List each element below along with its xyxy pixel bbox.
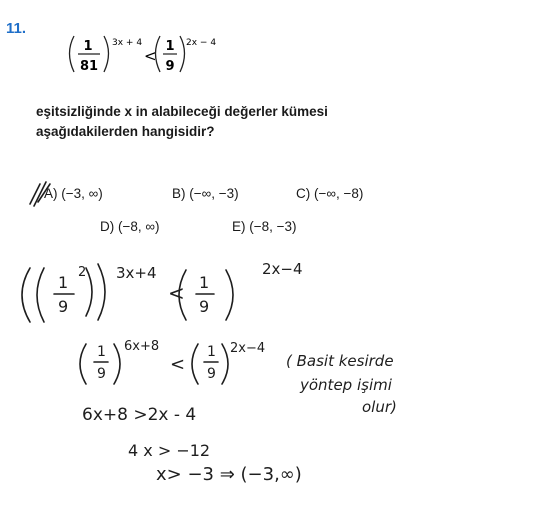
hw-step1: 6x+8 >2x - 4 bbox=[82, 405, 197, 425]
hw-line2-exp2: 2x−4 bbox=[230, 341, 266, 356]
question-number: 11. bbox=[6, 20, 27, 37]
hw-step3: x> −3 ⇒ (−3,∞) bbox=[156, 464, 302, 485]
frac1-exponent: 3x + 4 bbox=[112, 38, 143, 48]
option-e[interactable]: E) (−8, −3) bbox=[232, 219, 297, 234]
question-line-1: eşitsizliğinde x in alabileceği değerler kümesi bbox=[36, 104, 328, 119]
hw-line1-exp1: 2 bbox=[78, 265, 87, 280]
hw-line1-exp3: 2x−4 bbox=[262, 260, 303, 278]
frac2-numerator: 1 bbox=[165, 39, 175, 54]
option-c[interactable]: C) (−∞, −8) bbox=[296, 186, 364, 201]
hw-frac-num-1: 1 bbox=[58, 273, 69, 292]
option-b[interactable]: B) (−∞, −3) bbox=[172, 186, 239, 201]
frac2-denominator: 9 bbox=[165, 59, 175, 74]
frac1-denominator: 81 bbox=[79, 59, 99, 74]
answer-check-mark bbox=[30, 182, 50, 206]
hw-line2-frac-den-2: 9 bbox=[207, 366, 216, 382]
hw-frac-den-2: 9 bbox=[199, 297, 210, 316]
hw-frac-num-2: 1 bbox=[199, 273, 210, 292]
hw-line2-frac-num-2: 1 bbox=[207, 344, 216, 360]
hw-note-line3: olur) bbox=[362, 398, 397, 416]
frac2-exponent: 2x − 4 bbox=[186, 38, 217, 48]
hw-line2-frac-num-1: 1 bbox=[97, 344, 106, 360]
hw-note-line2: yöntep işimi bbox=[300, 376, 392, 394]
option-d[interactable]: D) (−8, ∞) bbox=[100, 219, 160, 234]
hw-line1-rel: < bbox=[168, 281, 185, 305]
hw-frac-den-1: 9 bbox=[58, 297, 69, 316]
hw-note-line1: ( Basit kesirde bbox=[286, 352, 394, 370]
hw-step2: 4 x > −12 bbox=[128, 441, 211, 460]
question-line-2: aşağıdakilerden hangisidir? bbox=[36, 124, 215, 139]
relation-symbol: < bbox=[144, 47, 157, 65]
hw-line2-frac-den-1: 9 bbox=[97, 366, 106, 382]
option-a[interactable]: A) (−3, ∞) bbox=[44, 186, 103, 201]
hw-line1-exp2: 3x+4 bbox=[116, 264, 157, 282]
frac1-numerator: 1 bbox=[83, 39, 93, 54]
hw-line2-rel: < bbox=[170, 354, 186, 375]
hw-line2-exp1: 6x+8 bbox=[124, 339, 160, 354]
